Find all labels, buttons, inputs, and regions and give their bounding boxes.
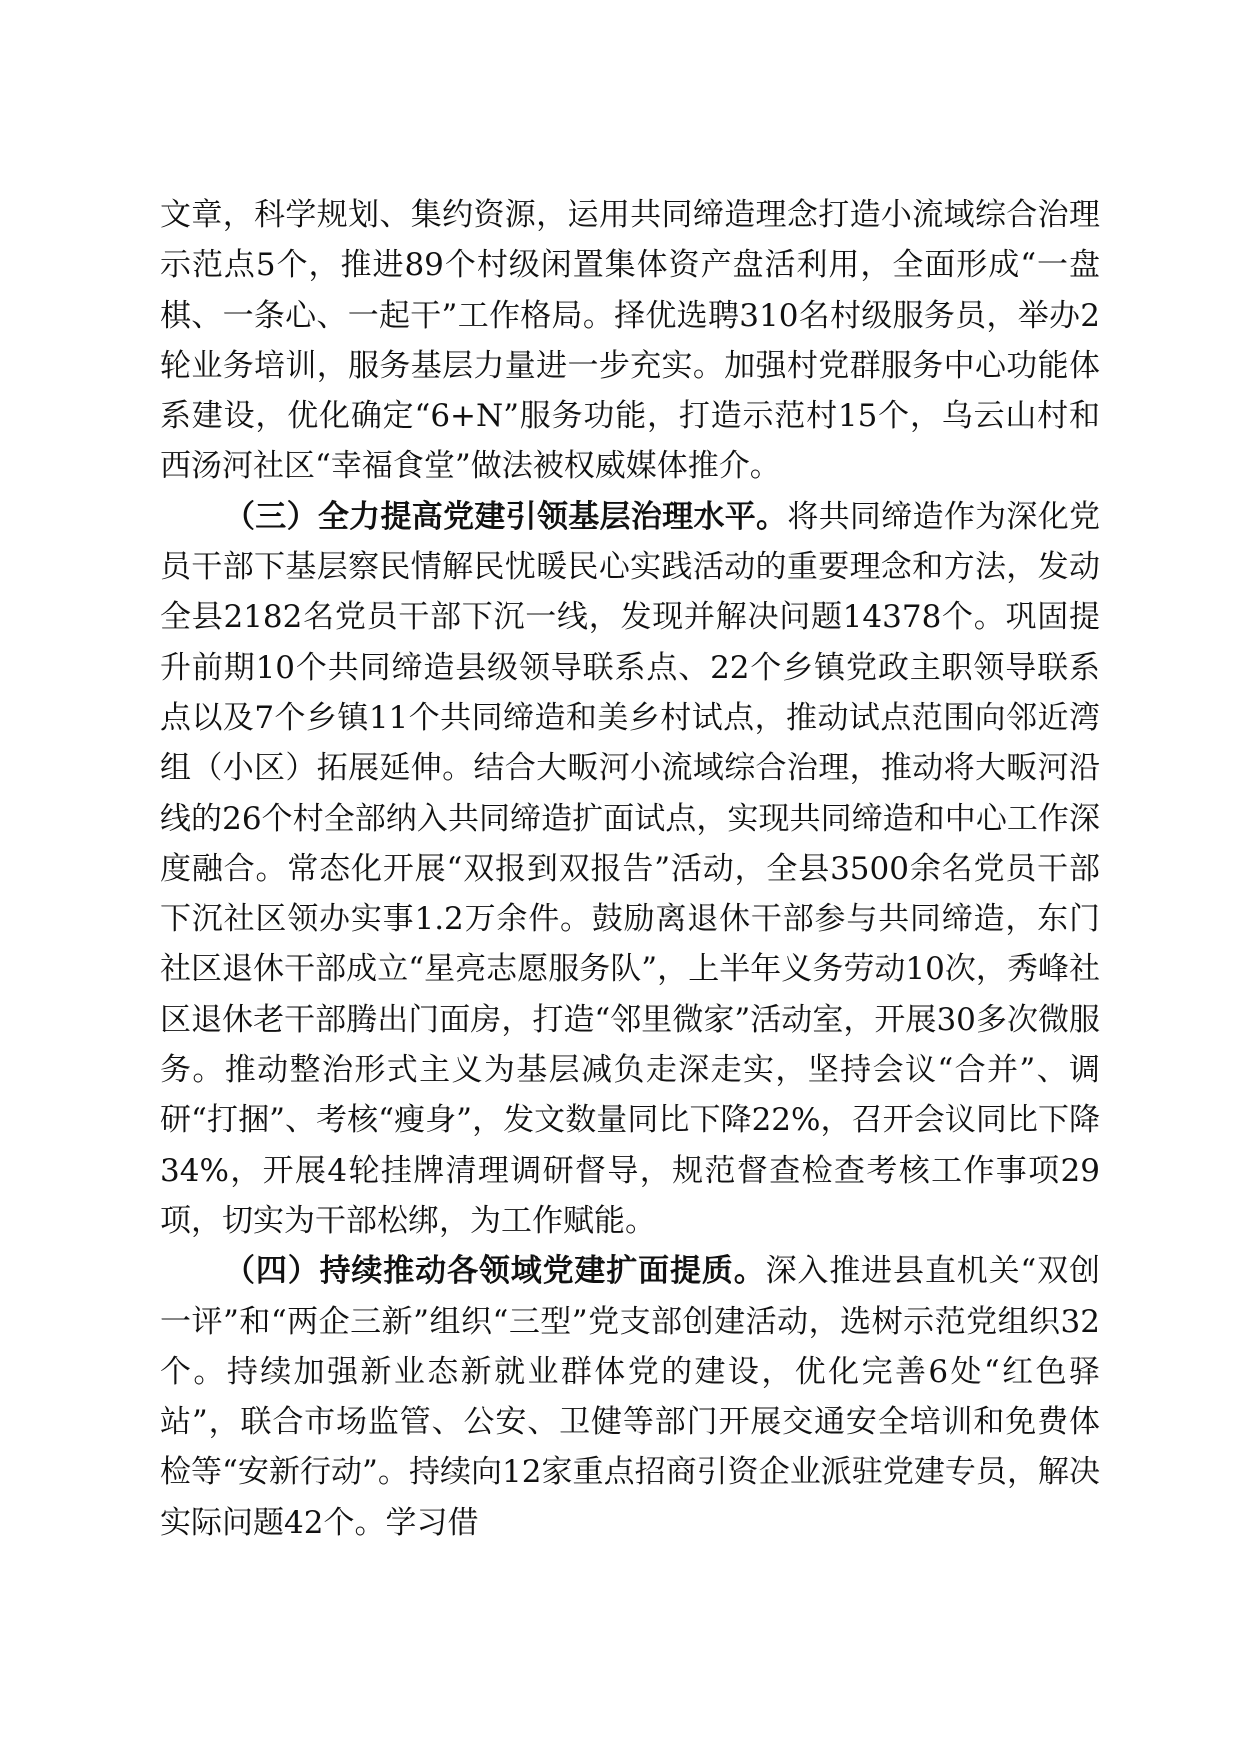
section-3-body: 将共同缔造作为深化党员干部下基层察民情解民忧暖民心实践活动的重要理念和方法，发动全县2182名党员干部下沉一线，发现并解决问题14378个。巩固提升前期10个共同缔造县级领导联系点、22个乡镇党政主职领导联系点以及7个乡镇11个共同缔造和美乡村试点，推动试点范围向邻近湾组（小区）拓展延伸。结合大畈河小流域综合治理，推动将大畈河沿线的26个村全部纳入共同缔造扩面试点，实现共同缔造和中心工作深度融合。常态化开展“双报到双报告”活动，全县3500余名党员干部下沉社区领办实事1.2万余件。鼓励离退休干部参与共同缔造，东门社区退休干部成立“星亮志愿服务队”，上半年义务劳动10次，秀峰社区退休老干部腾出门面房，打造“邻里微家”活动室，开展30多次微服务。推动整治形式主义为基层减负走深走实，坚持会议“合并”、调研“打捆”、考核“瘦身”，发文数量同比下降22%，召开会议同比下降34%，开展4轮挂牌清理调研督导，规范督查检查考核工作事项29项，切实为干部松绑，为工作赋能。: [160, 498, 1101, 1239]
section-4-body: 深入推进县直机关“双创一评”和“两企三新”组织“三型”党支部创建活动，选树示范党组织32个。持续加强新业态新就业群体党的建设，优化完善6处“红色驿站”，联合市场监管、公安、卫健等部门开展交通安全培训和免费体检等“安新行动”。持续向12家重点招商引资企业派驻党建专员，解决实际问题42个。学习借: [160, 1253, 1100, 1541]
section-4-heading: （四）持续推动各领域党建扩面提质。: [224, 1253, 766, 1290]
paragraph-section-3: [160, 492, 1100, 1246]
paragraph-section-4: [160, 1246, 1100, 1548]
document-body: [160, 190, 1100, 1548]
section-3-heading: （三）全力提高党建引领基层治理水平。: [224, 498, 788, 535]
paragraph-continued: 文章，科学规划、集约资源，运用共同缔造理念打造小流域综合治理示范点5个，推进89个村级闲置集体资产盘活利用，全面形成“一盘棋、一条心、一起干”工作格局。择优选聘310名村级服务员，举办2轮业务培训，服务基层力量进一步充实。加强村党群服务中心功能体系建设，优化确定“6+N”服务功能，打造示范村15个，乌云山村和西汤河社区“幸福食堂”做法被权威媒体推介。: [160, 197, 1100, 485]
